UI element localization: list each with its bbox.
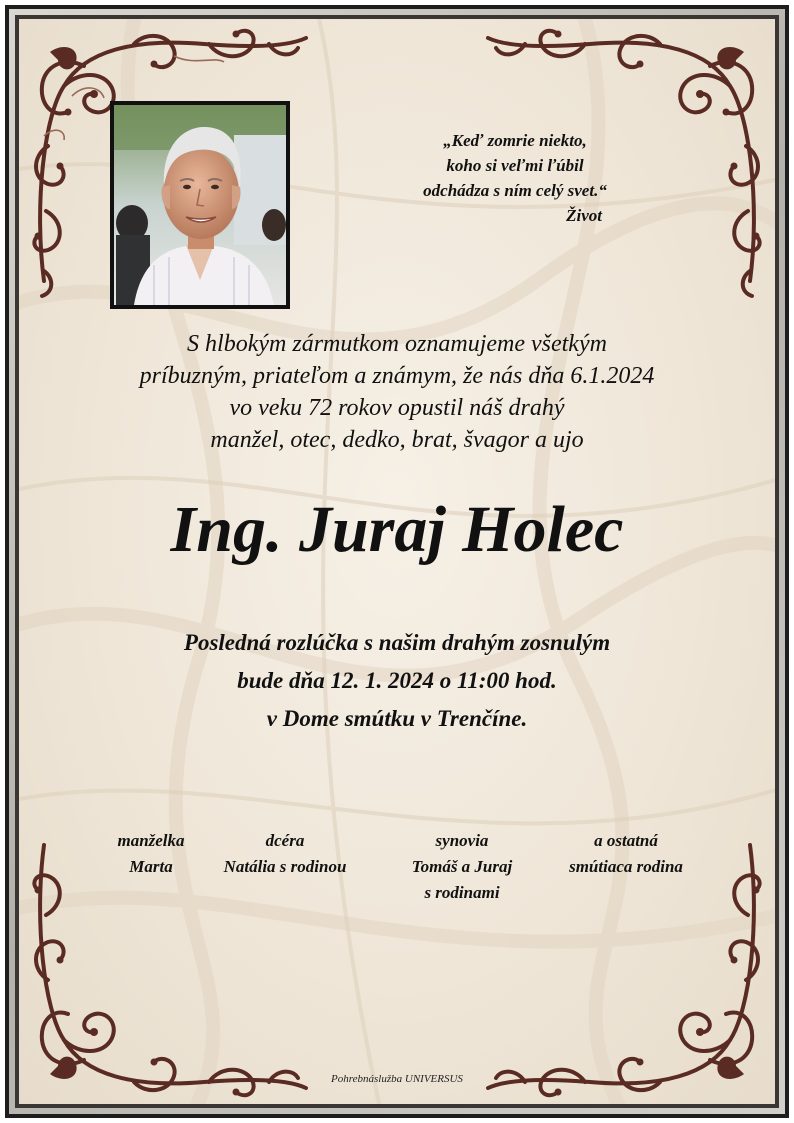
farewell-line: Posledná rozlúčka s našim drahým zosnulým — [183, 630, 611, 655]
announcement-text — [60, 328, 734, 456]
farewell-info — [60, 624, 734, 738]
mourner-names: Tomáš a Juraj — [411, 857, 513, 876]
mourner-names: Marta — [129, 857, 173, 876]
mourner-names: Natália s rodinou — [223, 857, 347, 876]
announcement-line: vo veku 72 rokov opustil náš drahý — [229, 395, 565, 421]
farewell-line: bude dňa 12. 1. 2024 o 11:00 hod. — [237, 668, 557, 693]
mourner-relation: synovia — [435, 831, 489, 850]
mourner-group-wife — [96, 828, 206, 880]
farewell-line: v Dome smútku v Trenčíne. — [266, 706, 528, 731]
announcement-line: manžel, otec, dedko, brat, švagor a ujo — [210, 427, 584, 453]
deceased-name: Ing. Juraj Holec — [170, 493, 624, 566]
mourner-names: s rodinami — [424, 883, 500, 902]
announcement-line: S hlbokým zármutkom oznamujeme všetkým — [187, 331, 607, 357]
mourner-relation: a ostatná — [594, 831, 658, 850]
quote-author: Život — [566, 206, 602, 225]
portrait-photo — [110, 101, 290, 309]
quote-line: koho si veľmi ľúbil — [446, 156, 584, 175]
mourner-names: smútiaca rodina — [569, 857, 683, 876]
funeral-service-credit: Pohrebnáslužba UNIVERSUS — [331, 1073, 463, 1085]
announcement-line: príbuzným, priateľom a známym, že nás dňa 6.1.2024 — [139, 363, 655, 389]
mourner-group-family — [546, 828, 706, 880]
portrait-illustration — [114, 105, 286, 305]
mourner-group-daughter — [198, 828, 372, 880]
mourner-relation: dcéra — [265, 831, 305, 850]
quote-line: „Keď zomrie niekto, — [443, 131, 587, 150]
quote-line: odchádza s ním celý svet.“ — [423, 181, 607, 200]
mourner-relation: manželka — [117, 831, 185, 850]
mourner-group-sons — [384, 828, 540, 906]
quote-block — [380, 128, 650, 228]
